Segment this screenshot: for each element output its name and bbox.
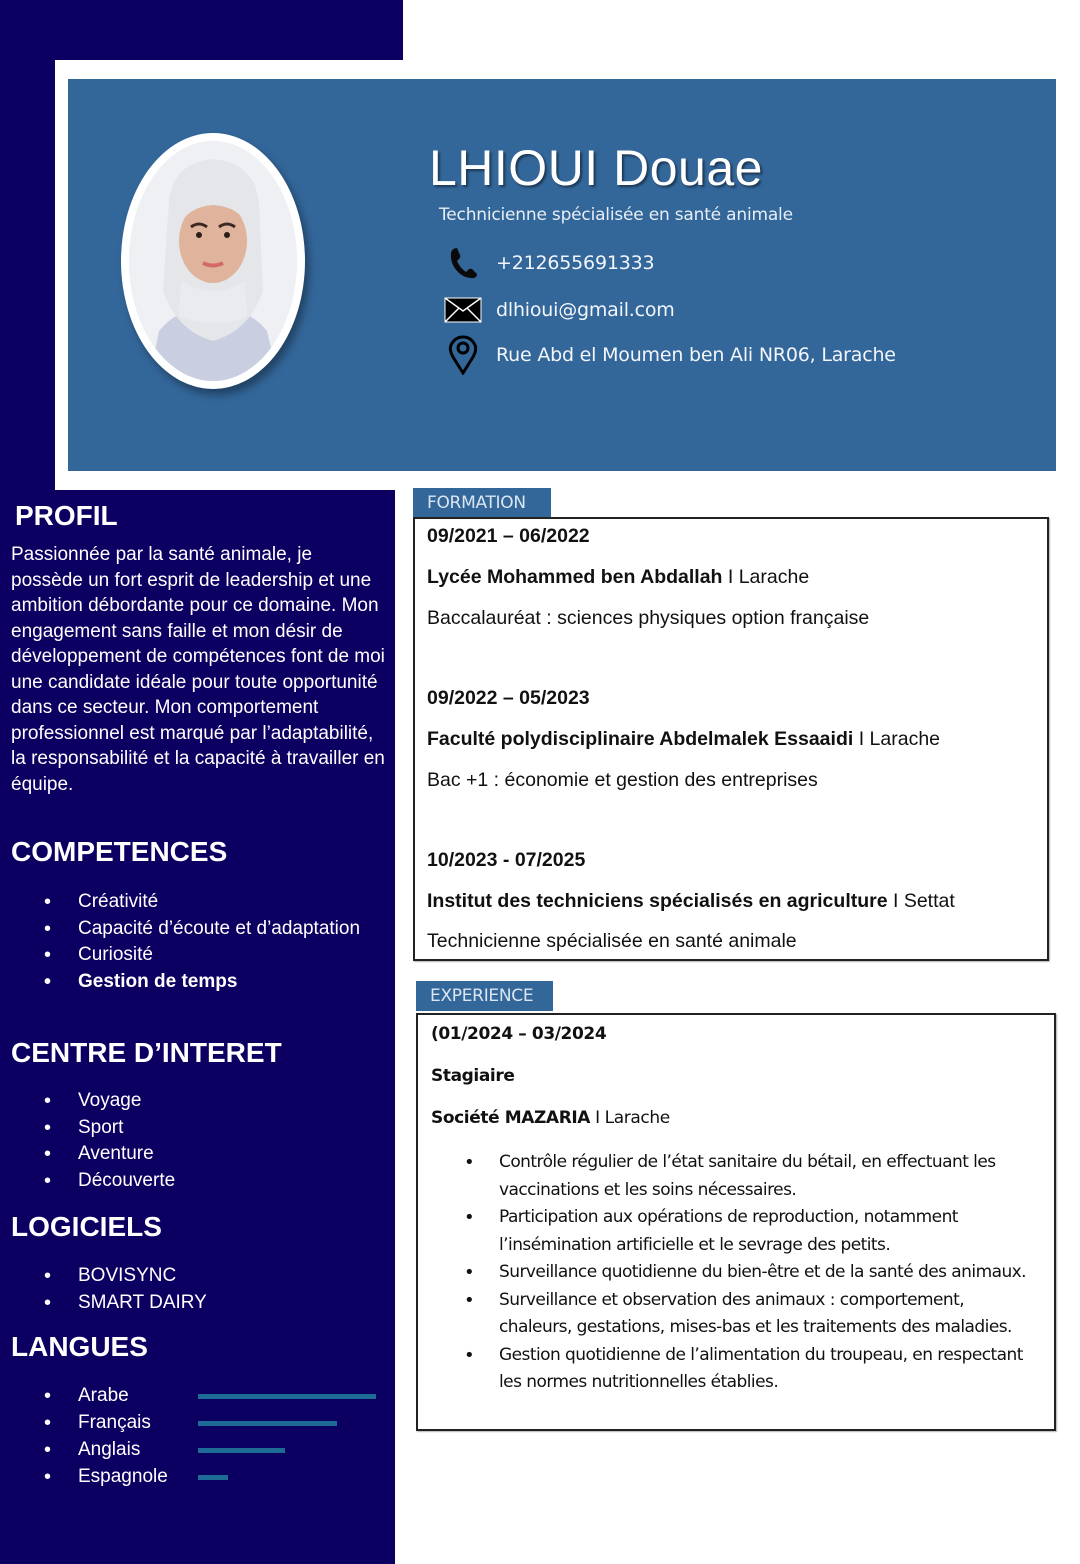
job-title: Technicienne spécialisée en santé animale	[439, 205, 793, 225]
formation-dates: 09/2021 – 06/2022	[427, 525, 590, 547]
experience-section	[416, 1013, 1056, 1431]
language-level-bar	[198, 1421, 337, 1426]
experience-role: Stagiaire	[431, 1066, 515, 1086]
company-city: I Larache	[590, 1108, 670, 1128]
language-row	[0, 1464, 395, 1491]
list-item: • BOVISYNC	[0, 1263, 395, 1290]
language-level-track	[198, 1448, 376, 1453]
phone-icon	[443, 243, 483, 283]
phone-number[interactable]: +212655691333	[496, 252, 655, 274]
formation-diploma: Baccalauréat : sciences physiques option française	[427, 607, 870, 629]
list-item: • Créativité	[0, 889, 395, 916]
list-item: • Sport	[0, 1115, 395, 1142]
task-item: • Gestion quotidienne de l’alimentation du troupeau, en respectant les normes nutritionnelles établies.	[418, 1342, 1054, 1397]
bullet-icon: •	[44, 1412, 52, 1434]
formation-diploma: Bac +1 : économie et gestion des entreprises	[427, 769, 818, 791]
profil-heading: PROFIL	[15, 500, 118, 531]
task-item: • Contrôle régulier de l’état sanitaire du bétail, en effectuant les vaccinations et les soins nécessaires.	[418, 1149, 1054, 1204]
langues-list	[0, 1383, 395, 1491]
formation-dates: 10/2023 - 07/2025	[427, 849, 586, 871]
institution-city: I Settat	[887, 890, 955, 912]
list-item: • Capacité d’écoute et d’adaptation	[0, 916, 395, 943]
experience-tasks	[418, 1149, 1054, 1397]
language-row	[0, 1410, 395, 1437]
language-level-bar	[198, 1448, 285, 1453]
language-level-bar	[198, 1475, 228, 1480]
institution-name: Faculté polydisciplinaire Abdelmalek Essaaidi	[427, 728, 854, 750]
formation-diploma: Technicienne spécialisée en santé animale	[427, 930, 797, 952]
contact-email	[443, 290, 675, 330]
formation-institution	[427, 566, 809, 589]
formation-dates: 09/2022 – 05/2023	[427, 687, 590, 709]
formation-institution	[427, 728, 940, 751]
language-row	[0, 1437, 395, 1464]
email-address[interactable]: dlhioui@gmail.com	[496, 299, 675, 321]
task-item: • Surveillance et observation des animaux : comportement, chaleurs, gestations, mises-bas et les traitements des maladies.	[418, 1287, 1054, 1342]
list-item: • SMART DAIRY	[0, 1290, 395, 1317]
list-item: • Curiosité	[0, 942, 395, 969]
experience-tab: EXPERIENCE	[416, 981, 553, 1011]
language-level-track	[198, 1394, 376, 1399]
language-name: Arabe	[78, 1385, 129, 1406]
logiciels-heading: LOGICIELS	[11, 1211, 162, 1242]
langues-heading: LANGUES	[11, 1331, 148, 1362]
task-item: • Surveillance quotidienne du bien-être et de la santé des animaux.	[418, 1259, 1054, 1287]
header-banner	[68, 79, 1056, 471]
contact-phone	[443, 243, 654, 283]
candidate-name: LHIOUI Douae	[429, 140, 763, 196]
formation-tab: FORMATION	[413, 488, 551, 518]
list-item: • Gestion de temps	[0, 969, 395, 996]
institution-name: Institut des techniciens spécialisés en agriculture	[427, 890, 888, 912]
person-portrait-icon	[129, 141, 297, 381]
decorative-navy-side	[0, 0, 55, 490]
language-level-track	[198, 1475, 376, 1480]
language-row	[0, 1383, 395, 1410]
decorative-navy-band	[0, 0, 403, 60]
list-item: • Aventure	[0, 1141, 395, 1168]
language-name: Espagnole	[78, 1466, 168, 1487]
experience-dates: (01/2024 – 03/2024	[431, 1024, 607, 1044]
company-name: Société MAZARIA	[431, 1108, 591, 1128]
list-item: • Voyage	[0, 1088, 395, 1115]
map-pin-icon	[443, 335, 483, 375]
profile-photo	[129, 141, 297, 381]
contact-address	[443, 335, 896, 375]
language-level-bar	[198, 1394, 376, 1399]
formation-institution	[427, 890, 955, 913]
competences-heading: COMPETENCES	[11, 836, 228, 867]
experience-company	[431, 1108, 670, 1128]
language-name: Français	[78, 1412, 151, 1433]
list-item: • Découverte	[0, 1168, 395, 1195]
interets-list	[0, 1088, 395, 1194]
formation-section	[413, 517, 1049, 961]
postal-address: Rue Abd el Moumen ben Ali NR06, Larache	[496, 344, 896, 366]
bullet-icon: •	[44, 1385, 52, 1407]
profil-text: Passionnée par la santé animale, je possède un fort esprit de leadership et une ambition débordante pour ce domaine. Mon engagement sans faille et mon désir de développement de compétences font de moi une candidate idéale pour toute opportunité dans ce secteur. Mon comportement professionnel est marqué par l’adaptabilité, la responsabilité et la capacité à travailler en équipe.	[11, 544, 385, 795]
bullet-icon: •	[44, 1439, 52, 1461]
language-name: Anglais	[78, 1439, 141, 1460]
institution-city: I Larache	[722, 566, 810, 588]
institution-city: I Larache	[853, 728, 941, 750]
envelope-icon	[443, 290, 483, 330]
task-item: • Participation aux opérations de reproduction, notamment l’insémination artificielle et le sevrage des petits.	[418, 1204, 1054, 1259]
competences-list	[0, 889, 395, 995]
logiciels-list	[0, 1263, 395, 1316]
profile-photo-frame	[121, 133, 305, 389]
interets-heading: CENTRE D’INTERET	[11, 1037, 282, 1068]
bullet-icon: •	[44, 1466, 52, 1488]
language-level-track	[198, 1421, 376, 1426]
institution-name: Lycée Mohammed ben Abdallah	[427, 566, 723, 588]
